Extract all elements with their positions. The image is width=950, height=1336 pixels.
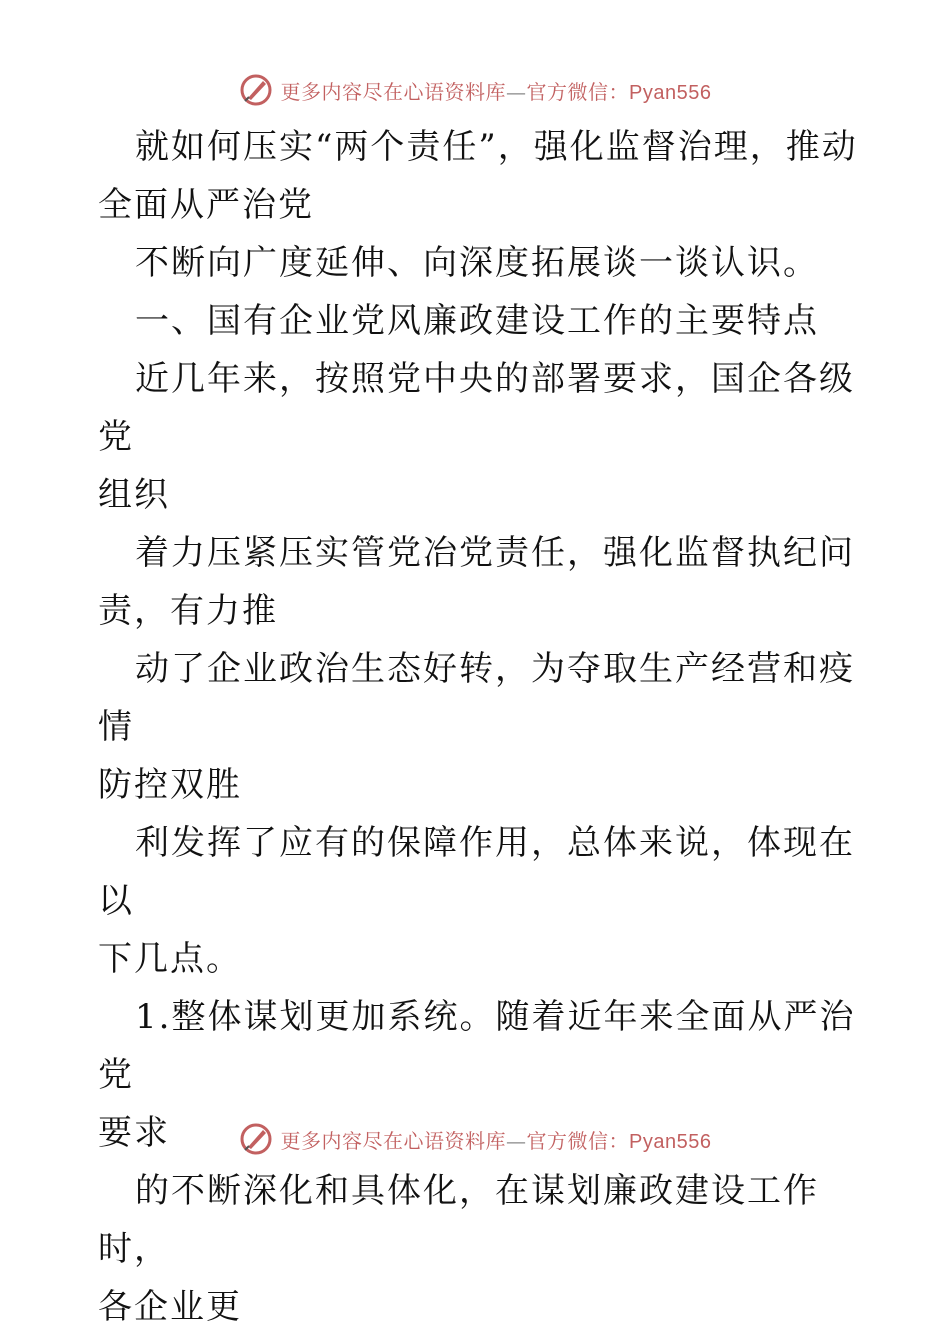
watermark-wechat-id: Pyan556 bbox=[629, 1130, 712, 1153]
paragraph-5-line-2: 责，有力推 bbox=[98, 591, 278, 631]
paragraph-6-line-1: 动了企业政治生态好转，为夺取生产经营和疫情 bbox=[98, 649, 855, 747]
paragraph-4 bbox=[98, 350, 858, 524]
paragraph-1 bbox=[98, 118, 858, 234]
paragraph-7-line-1: 利发挥了应有的保障作用，总体来说，体现在以 bbox=[98, 823, 855, 921]
footer-watermark bbox=[0, 1119, 950, 1159]
paragraph-4-line-2: 组织 bbox=[98, 475, 170, 515]
paragraph-3 bbox=[98, 292, 858, 350]
paragraph-7-line-2: 下几点。 bbox=[98, 939, 242, 979]
quill-circle-icon bbox=[239, 73, 273, 107]
paragraph-5 bbox=[98, 524, 858, 640]
paragraph-6 bbox=[98, 640, 858, 814]
paragraph-9-line-1: 的不断深化和具体化，在谋划廉政建设工作时， bbox=[98, 1171, 819, 1269]
paragraph-2 bbox=[98, 234, 858, 292]
paragraph-8-line-2: 要求 bbox=[98, 1113, 170, 1153]
paragraph-2-line-1: 不断向广度延伸、向深度拓展谈一谈认识。 bbox=[135, 243, 819, 283]
paragraph-6-line-2: 防控双胜 bbox=[98, 765, 242, 805]
watermark-text bbox=[281, 76, 712, 105]
paragraph-8-line-1: 1.整体谋划更加系统。随着近年来全面从严治党 bbox=[98, 997, 856, 1095]
paragraph-7 bbox=[98, 814, 858, 988]
watermark-wechat-label: 官方微信： bbox=[526, 1128, 630, 1153]
watermark-wechat-label: 官方微信： bbox=[526, 79, 630, 104]
watermark-separator: — bbox=[506, 1128, 527, 1153]
paragraph-4-line-1: 近几年来，按照党中央的部署要求，国企各级党 bbox=[98, 359, 855, 457]
paragraph-1-line-1: 就如何压实“两个责任”，强化监督治理，推动 bbox=[135, 127, 858, 167]
paragraph-9 bbox=[98, 1162, 858, 1336]
paragraph-9-line-2: 各企业更 bbox=[98, 1287, 242, 1327]
paragraph-1-line-2: 全面从严治党 bbox=[98, 185, 314, 225]
paragraph-5-line-1: 着力压紧压实管党冶党责任，强化监督执纪问 bbox=[135, 533, 855, 573]
header-watermark bbox=[0, 70, 950, 110]
quill-circle-icon bbox=[239, 1122, 273, 1156]
watermark-separator: — bbox=[506, 79, 527, 104]
watermark-site-text: 更多内容尽在心语资料库 bbox=[280, 79, 507, 104]
watermark-wechat-id: Pyan556 bbox=[629, 81, 712, 104]
paragraph-3-line-1: 一、国有企业党风廉政建设工作的主要特点 bbox=[135, 301, 819, 341]
watermark-site-text: 更多内容尽在心语资料库 bbox=[280, 1128, 507, 1153]
watermark-text bbox=[281, 1125, 712, 1154]
